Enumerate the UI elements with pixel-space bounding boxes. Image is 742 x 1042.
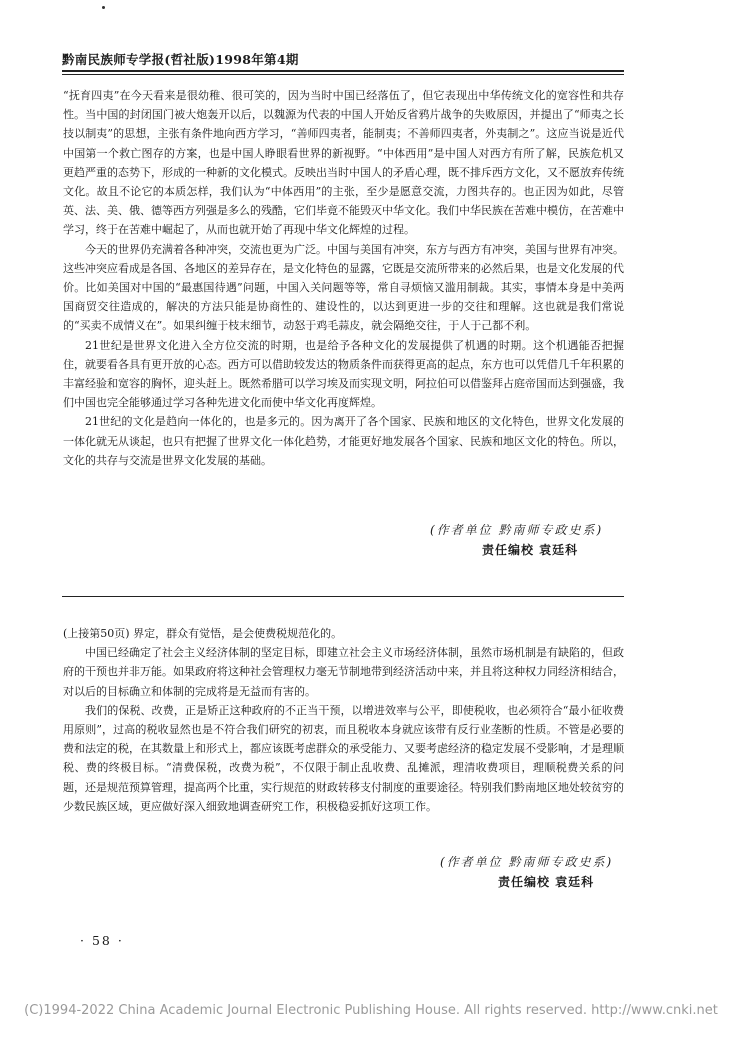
paragraph: “抚育四夷”在今天看来是很幼稚、很可笑的，因为当时中国已经落伍了，但它表现出中华传统文化的宽容性和共存性。当中国的封闭国门被大炮轰开以后，以魏源为代表的中国人开始反省鸦片战争的失败原因，并提出了“师夷之长技以制夷”的思想，主张有条件地向西方学习，“善师四夷者，能制夷；不善师四夷者，外夷制之”。这应当说是近代中国第一个救亡图存的方案，也是中国人睁眼看世界的新视野。“中体西用”是中国人对西方有所了解，民族危机又更趋严重的态势下，形成的一种新的文化模式。反映出当时中国人的矛盾心理，既不排斥西方文化，又不愿放弃传统文化。故且不论它的本质怎样，我们认为“中体西用”的主张，至少是愿意交流，力图共存的。也正因为如此，尽管英、法、美、俄、德等西方列强是多么的残酷，它们毕竟不能毁灭中华文化。我们中华民族在苦难中模仿，在苦难中学习，终于在苦难中崛起了，从而也就开始了再现中华文化辉煌的过程。 bbox=[63, 89, 624, 237]
article1-signature bbox=[430, 520, 603, 560]
header-rule-thick bbox=[62, 70, 624, 72]
article2-signature bbox=[440, 852, 613, 892]
paragraph: 中国已经确定了社会主义经济体制的坚定目标，即建立社会主义市场经济体制，虽然市场机制是有缺陷的，但政府的干预也并非万能。如果政府将这种社会管理权力毫无节制地带到经济活动中来，并且将这种权力同经济相结合，对以后的目标确立和体制的完成将是无益而有害的。 bbox=[63, 646, 624, 698]
responsible-editor: 责任编校 袁廷科 bbox=[498, 875, 595, 889]
scan-speck bbox=[102, 6, 105, 9]
journal-header: 黔南民族师专学报(哲社版)1998年第4期 bbox=[62, 52, 299, 67]
responsible-editor: 责任编校 袁廷科 bbox=[482, 543, 579, 557]
paragraph: 今天的世界仍充满着各种冲突，交流也更为广泛。中国与美国有冲突，东方与西方有冲突，美国与世界有冲突。这些冲突应看成是各国、各地区的差异存在，是文化特色的显露，它既是交流所带来的必然后果，也是文化发展的代价。比如美国对中国的“最惠国待遇”问题，中国入关问题等等，常自寻烦恼又滥用制裁。其实，事情本身是中美两国商贸交往造成的，解决的方法只能是协商性的、建设性的，以达到更进一步的交往和理解。这也就是我们常说的“买卖不成情义在”。如果纠缠于枝末细节，动怒于鸡毛蒜皮，就会隔绝交往，于人于己都不利。 bbox=[63, 242, 624, 333]
author-unit: (作者单位 黔南师专政史系) bbox=[430, 523, 604, 537]
article2-body bbox=[63, 624, 624, 816]
page-number: · 58 · bbox=[80, 933, 124, 948]
paragraph: 21世纪是世界文化进入全方位交流的时期，也是给予各种文化的发展提供了机遇的时期。这个机遇能否把握住，就要看各具有更开放的心态。西方可以借助较发达的物质条件而获得更高的起点，东方也可以凭借几千年积累的丰富经验和宽容的胸怀，迎头赶上。既然希腊可以学习埃及而实现文明，阿拉伯可以借鉴拜占庭帝国而达到强盛，我们中国也完全能够通过学习各种先进文化而使中华文化再度辉煌。 bbox=[63, 338, 624, 410]
continuation-lead: (上接第50页) 界定，群众有觉悟，是会使费税规范化的。 bbox=[63, 627, 343, 640]
author-unit: (作者单位 黔南师专政史系) bbox=[440, 855, 614, 869]
paragraph: 21世纪的文化是趋向一体化的，也是多元的。因为离开了各个国家、民族和地区的文化特色，世界文化发展的一体化就无从谈起，也只有把握了世界文化一体化趋势，才能更好地发展各个国家、民族和地区文化的特色。所以，文化的共存与交流是世界文化发展的基础。 bbox=[63, 415, 624, 467]
paragraph: 我们的保税、改费，正是矫正这种政府的不正当干预，以增进效率与公平，即使税收，也必须符合“最小征收费用原则”，过高的税收显然也是不符合我们研究的初衷，而且税收本身就应该带有反行业垄断的性质。不管是必要的费和法定的税，在其数量上和形式上，都应该既考虑群众的承受能力、又要考虑经济的稳定发展不受影响，才是理顺税、费的终极目标。“清费保税，改费为税”，不仅限于制止乱收费、乱摊派，理清收费项目，理顺税费关系的问题，还是规范预算管理，提高两个比重，实行规范的财政转移支付制度的重要途径。特别我们黔南地区地处较贫穷的少数民族区域，更应做好深入细致地调查研究工作，积极稳妥抓好这项工作。 bbox=[63, 703, 624, 813]
copyright-footer: (C)1994-2022 China Academic Journal Electronic Publishing House. All rights reserved. http://www.cnki.net bbox=[24, 1003, 718, 1018]
article1-body bbox=[63, 86, 624, 470]
header-rule-thin bbox=[62, 74, 624, 75]
section-divider bbox=[62, 596, 624, 597]
